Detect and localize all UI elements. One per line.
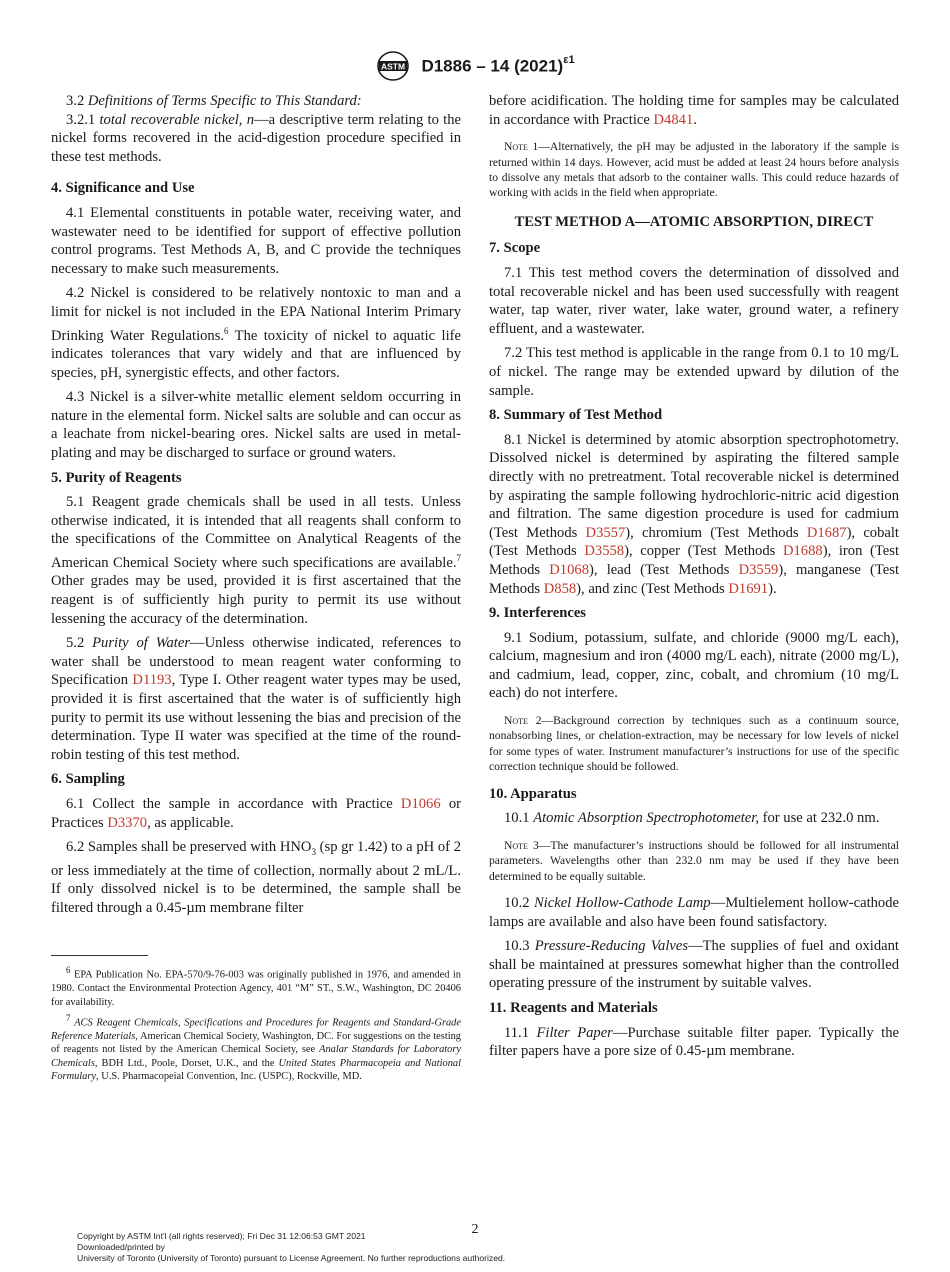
section-5-2: 5.2 Purity of Water—Unless otherwise indicated, references to water shall be understood to mean reagent water conforming to Specification D1193, Type I. Other reagent water types may be used, provided it is first ascertained that the water is of sufficiently high purity to permit its use without lessening the bias and precision of the determination. Type II water was specified at the time of the round-robin testing of this test method. (51, 635, 462, 763)
link-d1691[interactable]: D1691 (728, 580, 769, 597)
link-d858[interactable]: D858 (543, 580, 577, 597)
page-header (0, 50, 950, 86)
section-9-1: 9.1 Sodium, potassium, sulfate, and chloride (9000 mg/L each), calcium, magnesium and iron (4000 mg/L each), nitrate (2000 mg/L), and cadmium, lead, copper, zinc, cobalt, and chromium (10 mg/L each) do not interfere. (489, 629, 899, 702)
section-10-2: 10.2 Nickel Hollow-Cathode Lamp—Multielement hollow-cathode lamps are available and also have been found satisfactory. (489, 895, 899, 930)
note-2: Note 2—Background correction by techniques such as a continuum source, nonabsorbing lines, or chelation-extraction, may be necessary for low levels of nickel for some types of water. Instrument manufacturer’s instructions for use of the specific correction technique should be followed. (489, 714, 899, 774)
heading-reagents-materials: 11. Reagents and Materials (489, 1000, 658, 1017)
section-11-1: 11.1 Filter Paper—Purchase suitable filter paper. Typically the filter papers have a pore size of 0.45-µm membrane. (489, 1024, 899, 1060)
section-10-1: 10.1 Atomic Absorption Spectrophotometer, for use at 232.0 nm. (504, 810, 880, 827)
left-column (51, 92, 461, 1084)
link-d1068[interactable]: D1068 (549, 561, 589, 578)
section-5-1: 5.1 Reagent grade chemicals shall be used in all tests. Unless otherwise indicated, it is intended that all reagents shall conform to the specifications of the Committee on Analytical Reagents of the American Chemical Society where such specifications are available.$^7$ Other grades may be used, provided it is first ascertained that the reagent is of sufficiently high purity to permit its use without lessening the accuracy of the determination. (51, 494, 461, 627)
footnote-ref-7[interactable]: 7 (456, 552, 461, 563)
heading-purity-reagents: 5. Purity of Reagents (51, 469, 182, 486)
section-6-1: 6.1 Collect the sample in accordance with Practice D1066 or Practices D3370, as applicable. (51, 795, 461, 831)
heading-sampling: 6. Sampling (51, 771, 125, 788)
link-d3558[interactable]: D3558 (584, 543, 625, 560)
right-column (489, 92, 899, 1061)
note-1: Note 1—Alternatively, the pH may be adjusted in the laboratory if the sample is returned within 14 days. However, acid must be added at least 24 hours before analysis to dissolve any metals that adsorb to the container walls. This could reduce hazards of working with acids in the field when appropriate. (489, 140, 899, 200)
section-4-1: 4.1 Elemental constituents in potable water, receiving water, and wastewater need to be identified for support of effective pollution control programs. Test Methods A, B, and C provide the techniques necessary to make such measurements. (51, 204, 461, 277)
link-d1066[interactable]: D1066 (400, 795, 441, 812)
footnote-divider (51, 955, 148, 956)
section-7-2: 7.2 This test method is applicable in the range from 0.1 to 10 mg/L of nickel. The range may be extended upward by dilution of the sample. (489, 345, 899, 399)
section-4-3: 4.3 Nickel is a silver-white metallic element seldom occurring in nature in the elemental form. Nickel salts are soluble and can occur as a leachate from nickel-bearing ores. Nickel salts are used in metal-plating and may be discharged to surface or ground waters. (51, 389, 461, 461)
copyright-notice: Copyright by ASTM Int'l (all rights reserved); Fri Dec 31 12:06:53 GMT 2021 Downloaded/printed by University of Toronto (University of Toronto) pursuant to License Agreement. No further reproductions authorized. (77, 1231, 506, 1263)
link-d3370[interactable]: D3370 (107, 814, 148, 831)
section-4-2: 4.2 Nickel is considered to be relatively nontoxic to man and a limit for nickel is not included in the EPA National Interim Primary Drinking Water Regulations.$^6$ The toxicity of nickel to aquatic life indicates tolerances that vary widely and that are influenced by species, pH, synergistic effects, and other factors. (51, 285, 461, 381)
link-d1688[interactable]: D1688 (782, 543, 823, 560)
link-d3557[interactable]: D3557 (585, 524, 626, 541)
section-7-1: 7.1 This test method covers the determination of dissolved and total recoverable nickel and has been used successfully with reagent water, tap water, river water, lake water, ground water, a refinery effluent, and a wastewater. (489, 265, 899, 337)
section-8-1: 8.1 Nickel is determined by atomic absorption spectrophotometry. Dissolved nickel is determined by aspirating the filtered sample directly with no pretreatment. Total recoverable nickel is determined by aspirating the sample following hydrochloric-nitric acid digestion and filtration. The same digestion procedure is used for cadmium (Test Methods D3557), chromium (Test Methods D1687), cobalt (Test Methods D3558), copper (Test Methods D1688), iron (Test Methods D1068), lead (Test Methods D3559), manganese (Test Methods D858), and zinc (Test Methods D1691). (489, 431, 899, 597)
footnote-ref-6[interactable]: 6 (224, 325, 229, 336)
section-10-3: 10.3 Pressure-Reducing Valves—The supplies of fuel and oxidant shall be maintained at pressures somewhat higher than the controlled operating pressure of the instrument by suitable valves. (489, 938, 899, 992)
heading-test-method-a: TEST METHOD A—ATOMIC ABSORPTION, DIRECT (514, 213, 874, 230)
document-designation: D1886 – 14 $(2021)^{\varepsilon 1}$ (421, 53, 575, 76)
svg-text:ASTM: ASTM (381, 61, 406, 72)
footnote-6: $^6$ EPA Publication No. EPA-570/9-76-003 was originally published in 1976, and amended in 1980. Contact the Environmental Protection Agency, 401 “M” ST., S.W., Washington, DC 20406 for availability. (51, 965, 461, 1009)
footnote-7: $^7$ ACS Reagent Chemicals, Specifications and Procedures for Reagents and Standard-Grade Reference Materials, American Chemical Society, Washington, DC. For suggestions on the testing of reagents not listed by the American Chemical Society, see Analar Standards for Laboratory Chemicals, BDH Ltd., Poole, Dorset, U.K., and the United States Pharmacopeia and National Formulary, U.S. Pharmacopeial Convention, Inc. (USPC), Rockville, MD. (51, 1012, 461, 1083)
section-6-2: 6.2 Samples shall be preserved with $HNO_3$ (sp gr 1.42) to a pH of 2 or less immediately at the time of collection, normally about 2 mL/L. If only dissolved nickel is to be determined, the sample shall be filtered through a 0.45-µm membrane filter (51, 839, 461, 916)
heading-scope: 7. Scope (489, 240, 541, 257)
link-d1193[interactable]: D1193 (132, 672, 172, 689)
page-number: 2 (471, 1222, 479, 1237)
section-6-2-continued: before acidification. The holding time for samples may be calculated in accordance with Practice D4841. (489, 93, 899, 128)
link-d4841[interactable]: D4841 (653, 111, 694, 128)
link-d1687[interactable]: D1687 (806, 524, 847, 541)
link-d3559[interactable]: D3559 (738, 561, 779, 578)
note-3: Note 3—The manufacturer’s instructions should be followed for all instrumental parameters. Wavelengths other than 232.0 nm may be used if they have been determined to be equally suitable. (489, 838, 899, 883)
epsilon-superscript: ε1 (563, 53, 575, 66)
section-3-2: 3.2 Definitions of Terms Specific to This Standard: (66, 93, 362, 109)
heading-significance: 4. Significance and Use (51, 180, 195, 197)
section-3-2-1: 3.2.1 total recoverable nickel, n—a descriptive term relating to the nickel forms recovered in the acid-digestion procedure specified in these test methods. (51, 111, 461, 165)
heading-summary: 8. Summary of Test Method (489, 407, 663, 424)
astm-logo-icon (375, 50, 411, 82)
heading-interferences: 9. Interferences (489, 605, 586, 622)
heading-apparatus: 10. Apparatus (489, 785, 577, 802)
